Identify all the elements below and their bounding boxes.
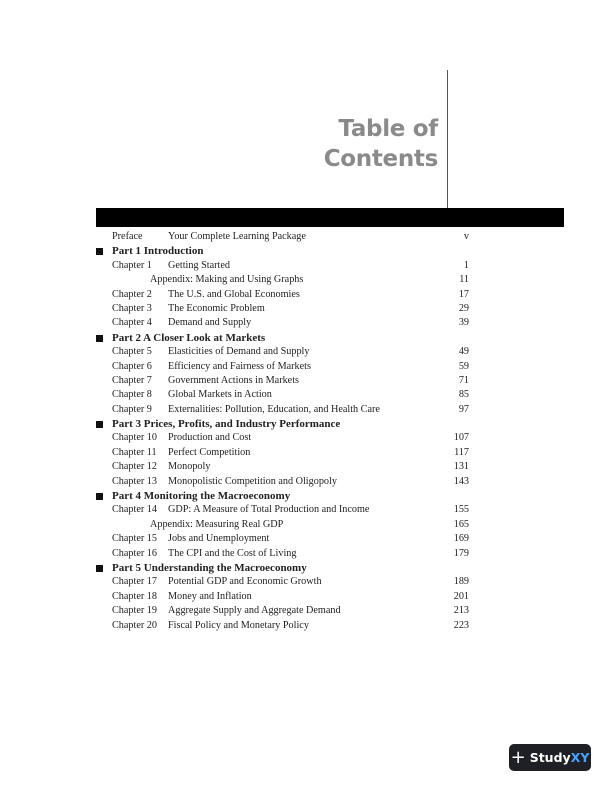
toc-chapter-entry[interactable] (95, 288, 485, 302)
toc-chapter-entry[interactable] (95, 360, 485, 374)
chapter-title: Production and Cost (168, 432, 252, 444)
badge-text-main: Study (529, 750, 571, 765)
square-bullet-icon (96, 248, 103, 255)
chapter-title: Jobs and Unemployment (168, 533, 270, 545)
page-number: 201 (453, 590, 469, 602)
chapter-title: The CPI and the Cost of Living (168, 547, 297, 559)
part-title: Part 1 Introduction (112, 245, 204, 258)
chapter-label: Chapter 18 (112, 590, 157, 602)
toc-chapter-entry[interactable] (95, 431, 485, 445)
chapter-title: Potential GDP and Economic Growth (168, 576, 322, 588)
chapter-label: Chapter 16 (112, 547, 157, 559)
page-number: 179 (453, 547, 469, 559)
square-bullet-icon (96, 335, 103, 342)
chapter-label: Chapter 11 (112, 446, 157, 458)
part-title: Part 5 Understanding the Macroeconomy (112, 561, 307, 574)
page-number: 17 (458, 288, 469, 300)
chapter-label: Chapter 10 (112, 432, 157, 444)
toc-chapter-entry[interactable] (95, 403, 485, 417)
toc-chapter-entry[interactable] (95, 590, 485, 604)
part-title: Part 2 A Closer Look at Markets (112, 331, 266, 344)
page-number: 1 (463, 259, 469, 271)
chapter-label: Preface (112, 231, 143, 242)
toc-chapter-entry[interactable] (95, 460, 485, 474)
chapter-title: Aggregate Supply and Aggregate Demand (168, 605, 341, 617)
chapter-label: Chapter 19 (112, 605, 157, 617)
square-bullet-icon (96, 565, 103, 572)
toc-chapter-entry[interactable] (95, 446, 485, 460)
square-bullet-icon (96, 421, 103, 428)
page-number: 85 (458, 389, 469, 401)
chapter-label: Chapter 6 (112, 360, 152, 372)
chapter-label: Chapter 13 (112, 475, 157, 487)
chapter-label: Chapter 5 (112, 346, 152, 358)
chapter-label: Chapter 8 (112, 389, 152, 401)
page-number: 71 (458, 374, 469, 386)
page-number: 49 (458, 346, 469, 358)
square-bullet-icon (96, 493, 103, 500)
chapter-title: Fiscal Policy and Monetary Policy (168, 619, 309, 631)
toc-chapter-entry[interactable] (95, 316, 485, 330)
chapter-title: Getting Started (168, 259, 230, 271)
page-title (324, 114, 438, 174)
chapter-label: Chapter 4 (112, 317, 152, 329)
page-number: 155 (453, 504, 469, 516)
toc-chapter-entry[interactable] (95, 345, 485, 359)
toc-part-heading[interactable] (95, 417, 485, 431)
chapter-title: Government Actions in Markets (168, 374, 299, 386)
chapter-label: Chapter 1 (112, 259, 152, 271)
chapter-label: Chapter 20 (112, 619, 157, 631)
page-number: 117 (454, 446, 469, 458)
toc-part-heading[interactable] (95, 244, 485, 258)
header-divider-line (447, 70, 448, 210)
page-number: 189 (453, 576, 469, 588)
chapter-label: Chapter 9 (112, 403, 152, 415)
page-number: 39 (458, 317, 469, 329)
chapter-label: Chapter 7 (112, 374, 152, 386)
page-number: 213 (453, 605, 469, 617)
plus-icon: + (510, 746, 526, 768)
toc-chapter-entry[interactable] (95, 388, 485, 402)
page-number: 97 (458, 403, 469, 415)
chapter-title: Externalities: Pollution, Education, and Health Care (168, 403, 380, 415)
toc-chapter-entry[interactable] (95, 475, 485, 489)
toc-chapter-entry[interactable] (95, 532, 485, 546)
toc-appendix-entry[interactable] (95, 273, 485, 287)
chapter-label: Chapter 17 (112, 576, 157, 588)
chapter-title: The U.S. and Global Economies (168, 288, 300, 300)
page-number: 169 (453, 533, 469, 545)
studyxy-badge[interactable] (509, 744, 591, 771)
chapter-title: The Economic Problem (168, 302, 265, 314)
page-number: 165 (453, 518, 469, 530)
toc-chapter-entry[interactable] (95, 503, 485, 517)
table-of-contents (95, 230, 485, 633)
chapter-title: Appendix: Making and Using Graphs (150, 274, 304, 286)
header-bar (96, 208, 564, 227)
chapter-title: Global Markets in Action (168, 389, 272, 401)
chapter-title: Money and Inflation (168, 590, 252, 602)
chapter-title: Monopolistic Competition and Oligopoly (168, 475, 337, 487)
page-number: 29 (458, 302, 469, 314)
toc-chapter-entry[interactable] (95, 259, 485, 273)
page-number: 143 (453, 475, 469, 487)
toc-chapter-entry[interactable] (95, 374, 485, 388)
page-number: 59 (458, 360, 469, 372)
chapter-title: Monopoly (168, 461, 211, 473)
chapter-label: Chapter 2 (112, 288, 152, 300)
chapter-label: Chapter 15 (112, 533, 157, 545)
toc-appendix-entry[interactable] (95, 518, 485, 532)
chapter-title: Efficiency and Fairness of Markets (168, 360, 311, 372)
badge-text-accent: XY (570, 750, 590, 765)
toc-chapter-entry[interactable] (95, 604, 485, 618)
page-number: 107 (453, 432, 469, 444)
chapter-title: Elasticities of Demand and Supply (168, 346, 310, 358)
chapter-title: Demand and Supply (168, 317, 252, 329)
chapter-title: Appendix: Measuring Real GDP (150, 518, 284, 530)
page-number: 223 (453, 619, 469, 631)
chapter-title: Your Complete Learning Package (168, 231, 306, 242)
toc-part-heading[interactable] (95, 489, 485, 503)
chapter-title: Perfect Competition (168, 446, 251, 458)
page-title-line1: Table of (338, 116, 438, 142)
chapter-label: Chapter 14 (112, 504, 157, 516)
page-title-line2: Contents (323, 146, 438, 172)
page-number: 131 (453, 461, 469, 473)
page-number: v (463, 231, 469, 242)
part-title: Part 3 Prices, Profits, and Industry Performance (112, 418, 341, 431)
toc-chapter-entry[interactable] (95, 619, 485, 633)
chapter-label: Chapter 3 (112, 302, 152, 314)
chapter-title: GDP: A Measure of Total Production and Income (168, 504, 370, 516)
toc-part-heading[interactable] (95, 561, 485, 575)
toc-chapter-entry[interactable] (95, 230, 485, 244)
toc-chapter-entry[interactable] (95, 302, 485, 316)
page-number: 11 (459, 274, 469, 286)
chapter-label: Chapter 12 (112, 461, 157, 473)
toc-chapter-entry[interactable] (95, 547, 485, 561)
part-title: Part 4 Monitoring the Macroeconomy (112, 490, 291, 503)
toc-chapter-entry[interactable] (95, 575, 485, 589)
toc-part-heading[interactable] (95, 331, 485, 345)
